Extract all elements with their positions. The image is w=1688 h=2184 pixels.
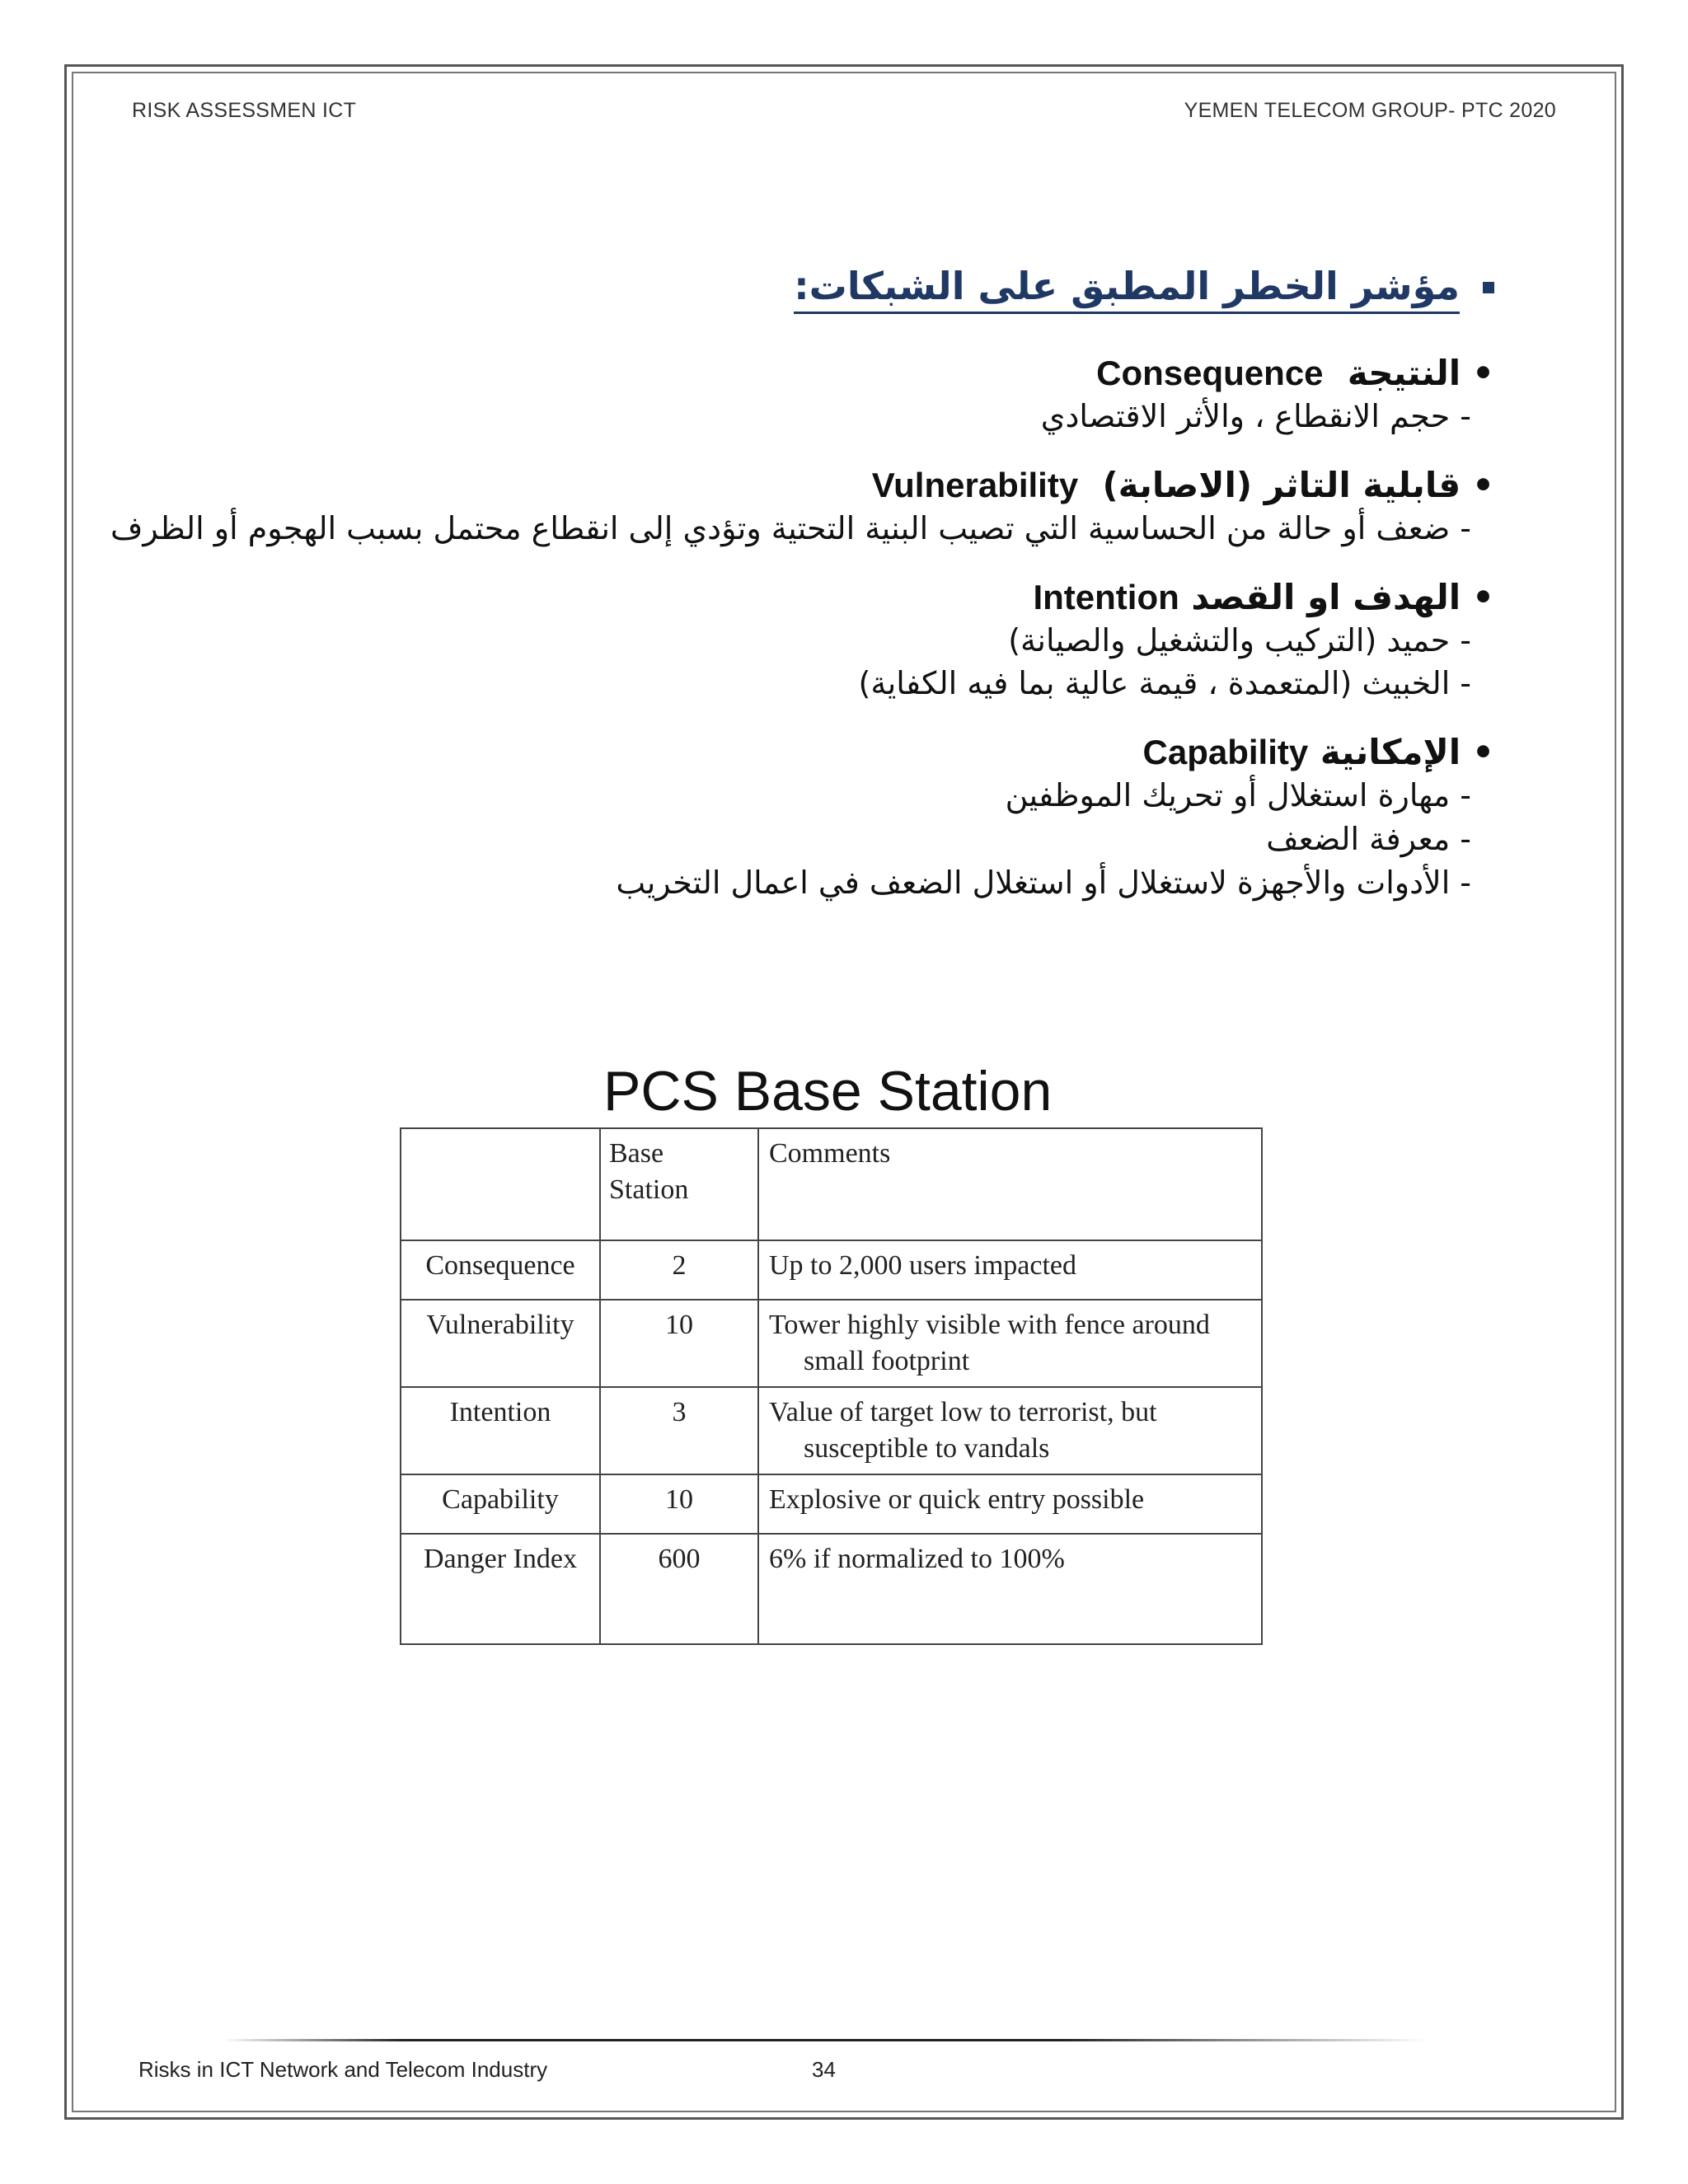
sub-item-text: الخبيث (المتعمدة ، قيمة عالية بما فيه الكفاية) (858, 665, 1451, 701)
sub-item: -ضعف أو حالة من الحساسية التي تصيب البنية التحتية وتؤدي إلى انقطاع محتمل بسبب الهجوم أو الظرف (110, 510, 1471, 546)
bullet-dot-icon: • (1472, 465, 1494, 505)
footer-title: Risks in ICT Network and Telecom Industry (138, 2057, 548, 2082)
row-label: Intention (401, 1387, 600, 1474)
row-value: 10 (600, 1300, 758, 1387)
table-row (401, 1474, 1262, 1534)
sub-item-text: معرفة الضعف (1266, 821, 1451, 857)
row-value: 3 (600, 1387, 758, 1474)
table-header-cell: Comments (758, 1128, 1262, 1240)
sub-item: -مهارة استغلال أو تحريك الموظفين (1005, 777, 1471, 813)
row-label: Danger Index (401, 1534, 600, 1644)
bullet-dot-icon: • (1472, 732, 1494, 772)
bullet-dot-icon: • (1472, 577, 1494, 617)
row-comment: Up to 2,000 users impacted (758, 1240, 1262, 1300)
sub-item-text: حميد (التركيب والتشغيل والصيانة) (1008, 622, 1451, 658)
row-label: Capability (401, 1474, 600, 1534)
square-bullet-icon (1483, 282, 1494, 293)
item-ar-label: النتيجة (1347, 353, 1461, 393)
row-label: Consequence (401, 1240, 600, 1300)
table-row (401, 1240, 1262, 1300)
row-value: 2 (600, 1240, 758, 1300)
row-comment: Value of target low to terrorist, but susceptible to vandals (769, 1397, 1157, 1464)
item-ar-label: الهدف او القصد (1191, 577, 1461, 617)
sub-item: -حميد (التركيب والتشغيل والصيانة) (1008, 622, 1471, 658)
sub-item: -الأدوات والأجهزة لاستغلال أو استغلال الضعف في اعمال التخريب (616, 865, 1471, 901)
row-comment-cell (758, 1300, 1262, 1387)
table-row (401, 1534, 1262, 1644)
table-header-row (401, 1128, 1262, 1240)
row-comment: Tower highly visible with fence around small footprint (769, 1310, 1210, 1376)
row-comment-cell (758, 1387, 1262, 1474)
item-en-label: Intention (1033, 578, 1179, 616)
sub-item: -معرفة الضعف (1266, 821, 1471, 857)
item-vulnerability (872, 465, 1494, 505)
sub-item: -حجم الانقطاع ، والأثر الاقتصادي (1040, 398, 1471, 434)
sub-item-text: حجم الانقطاع ، والأثر الاقتصادي (1040, 398, 1451, 434)
item-intention (1033, 577, 1494, 617)
header-right: YEMEN TELECOM GROUP- PTC 2020 (1184, 99, 1556, 122)
item-ar-label: قابلية التاثر (الاصابة) (1102, 465, 1461, 505)
header-left: RISK ASSESSMEN ICT (132, 99, 357, 122)
item-en-label: Consequence (1096, 354, 1324, 392)
sub-item-text: ضعف أو حالة من الحساسية التي تصيب البنية التحتية وتؤدي إلى انقطاع محتمل بسبب الهجوم أو الظرف (110, 510, 1451, 546)
sub-item-text: مهارة استغلال أو تحريك الموظفين (1005, 777, 1451, 813)
table-header-cell (401, 1128, 600, 1240)
row-value: 10 (600, 1474, 758, 1534)
item-en-label: Capability (1142, 733, 1309, 771)
table-row (401, 1387, 1262, 1474)
pcs-base-station-table (400, 1127, 1263, 1645)
row-comment: Explosive or quick entry possible (758, 1474, 1262, 1534)
footer-divider (223, 2039, 1426, 2041)
row-label: Vulnerability (401, 1300, 600, 1387)
row-comment: 6% if normalized to 100% (758, 1534, 1262, 1644)
item-consequence (1096, 353, 1494, 393)
section-heading (794, 264, 1494, 314)
section-title: مؤشر الخطر المطبق على الشبكات: (794, 264, 1460, 314)
item-ar-label: الإمكانية (1320, 732, 1461, 772)
row-value: 600 (600, 1534, 758, 1644)
item-capability (1143, 732, 1494, 772)
sub-item-text: الأدوات والأجهزة لاستغلال أو استغلال الضعف في اعمال التخريب (616, 865, 1451, 901)
sub-item: -الخبيث (المتعمدة ، قيمة عالية بما فيه الكفاية) (858, 665, 1471, 701)
item-en-label: Vulnerability (871, 466, 1079, 504)
table-header-cell: Base Station (600, 1128, 758, 1240)
table-row (401, 1300, 1262, 1387)
bullet-dot-icon: • (1472, 353, 1494, 393)
page-number: 34 (812, 2057, 836, 2082)
table-title: PCS Base Station (603, 1060, 1053, 1122)
